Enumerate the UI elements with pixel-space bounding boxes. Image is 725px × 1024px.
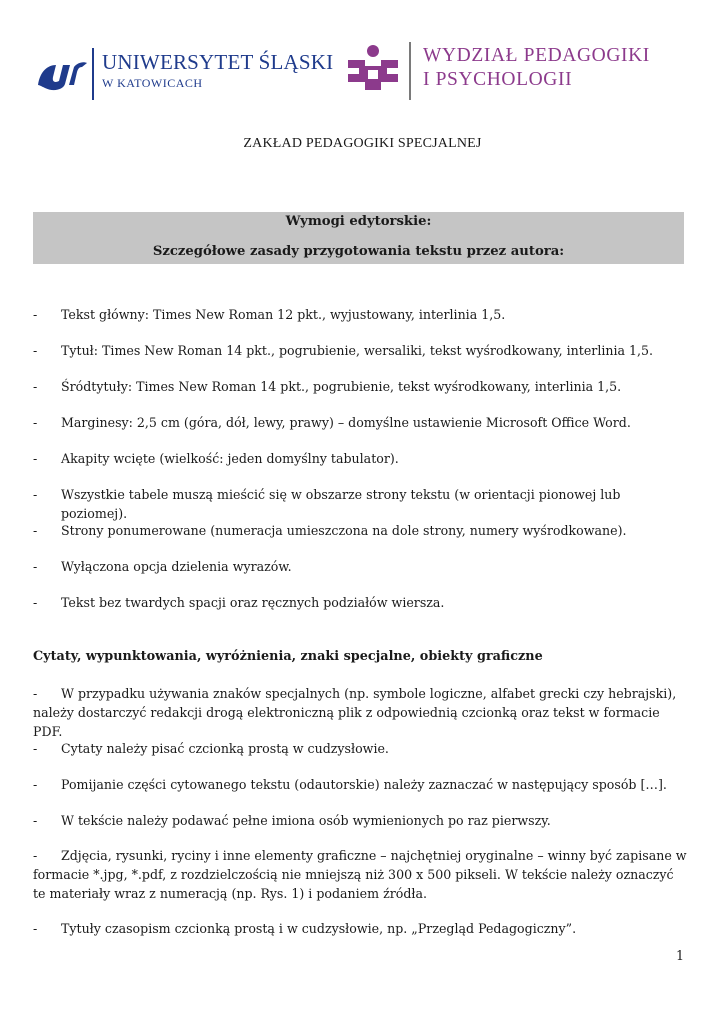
- list-item: [33, 919, 688, 938]
- university-emblem-icon: [36, 55, 88, 95]
- list-item-text: Marginesy: 2,5 cm (góra, dół, lewy, prawy) – domyślne ustawienie Microsoft Office Word.: [61, 415, 631, 430]
- bullet-dash: -: [33, 741, 38, 756]
- university-city: W KATOWICACH: [102, 76, 203, 90]
- bullet-dash: -: [33, 813, 38, 828]
- list-item: [33, 775, 688, 794]
- list-item-text: Tekst główny: Times New Roman 12 pkt., wyjustowany, interlinia 1,5.: [61, 307, 506, 322]
- university-name: UNIWERSYTET ŚLĄSKI: [102, 50, 334, 74]
- list-item: [33, 684, 688, 741]
- bullet-dash: -: [33, 921, 38, 936]
- list-item-text: Tytuły czasopism czcionką prostą i w cudzysłowie, np. „Przegląd Pedagogiczny”.: [61, 921, 577, 936]
- bullet-dash: -: [33, 343, 38, 358]
- bullet-dash: -: [33, 777, 38, 792]
- bullet-dash: -: [33, 379, 38, 394]
- list-item: [33, 449, 688, 468]
- list-item-text: Akapity wcięte (wielkość: jeden domyślny tabulator).: [61, 451, 399, 466]
- faculty-name-line1: WYDZIAŁ PEDAGOGIKI: [423, 45, 650, 66]
- bullet-dash: -: [33, 686, 38, 701]
- list-item: [33, 413, 688, 432]
- bullet-dash: -: [33, 559, 38, 574]
- list-item-text: Strony ponumerowane (numeracja umieszczona na dole strony, numery wyśrodkowane).: [61, 523, 627, 538]
- list-item: [33, 593, 688, 612]
- bullet-dash: -: [33, 595, 38, 610]
- bullet-dash: -: [33, 487, 38, 502]
- department-title: ZAKŁAD PEDAGOGIKI SPECJALNEJ: [243, 136, 482, 151]
- list-item: [33, 846, 688, 903]
- bullet-dash: -: [33, 307, 38, 322]
- list-item: [33, 341, 688, 360]
- faculty-emblem-icon: [345, 44, 401, 96]
- requirements-title: Wymogi edytorskie:: [285, 214, 432, 229]
- requirements-banner: [33, 212, 684, 264]
- list-item-text: Tekst bez twardych spacji oraz ręcznych podziałów wiersza.: [61, 595, 445, 610]
- list-item-text: W przypadku używania znaków specjalnych (np. symbole logiczne, alfabet grecki czy hebrajski), należy dostarczyć redakcji drogą elektroniczną plik z odpowiednią czcionką oraz tekst w formacie PDF.: [33, 686, 677, 739]
- bullet-dash: -: [33, 415, 38, 430]
- bullet-dash: -: [33, 523, 38, 538]
- list-item: [33, 557, 688, 576]
- list-item-text: Wyłączona opcja dzielenia wyrazów.: [61, 559, 292, 574]
- section-heading: Cytaty, wypunktowania, wyróżnienia, znaki specjalne, obiekty graficzne: [33, 649, 543, 664]
- bullet-dash: -: [33, 451, 38, 466]
- university-logo: [36, 50, 88, 100]
- list-item: [33, 521, 688, 540]
- list-item-text: Pomijanie części cytowanego tekstu (odautorskie) należy zaznaczać w następujący sposób […].: [61, 777, 667, 792]
- faculty-logo-divider: [409, 42, 411, 100]
- faculty-logo: [345, 44, 401, 100]
- faculty-name-line2: I PSYCHOLOGII: [423, 69, 573, 90]
- requirements-subtitle: Szczegółowe zasady przygotowania tekstu przez autora:: [152, 244, 565, 259]
- list-item: [33, 305, 688, 324]
- list-item-text: Wszystkie tabele muszą mieścić się w obszarze strony tekstu (w orientacji pionowej lub poziomej).: [61, 487, 621, 521]
- list-item-text: Zdjęcia, rysunki, ryciny i inne elementy graficzne – najchętniej oryginalne – winny być zapisane w formacie *.jpg, *.pdf, z rozdzielczością nie mniejszą niż 300 x 500 pikseli. W tekście należy oznaczyć te materiały wraz z numeracją (np. Rys. 1) i podaniem źródła.: [33, 848, 687, 901]
- list-item-text: Cytaty należy pisać czcionką prostą w cudzysłowie.: [61, 741, 389, 756]
- list-item: [33, 811, 688, 830]
- list-item: [33, 485, 688, 523]
- bullet-dash: -: [33, 848, 38, 863]
- list-item: [33, 739, 688, 758]
- list-item-text: Tytuł: Times New Roman 14 pkt., pogrubienie, wersaliki, tekst wyśrodkowany, interlinia 1,5.: [61, 343, 654, 358]
- list-item: [33, 377, 688, 396]
- university-logo-divider: [92, 48, 94, 100]
- page-number: 1: [676, 948, 685, 963]
- list-item-text: Śródtytuły: Times New Roman 14 pkt., pogrubienie, tekst wyśrodkowany, interlinia 1,5.: [61, 379, 622, 394]
- list-item-text: W tekście należy podawać pełne imiona osób wymienionych po raz pierwszy.: [61, 813, 551, 828]
